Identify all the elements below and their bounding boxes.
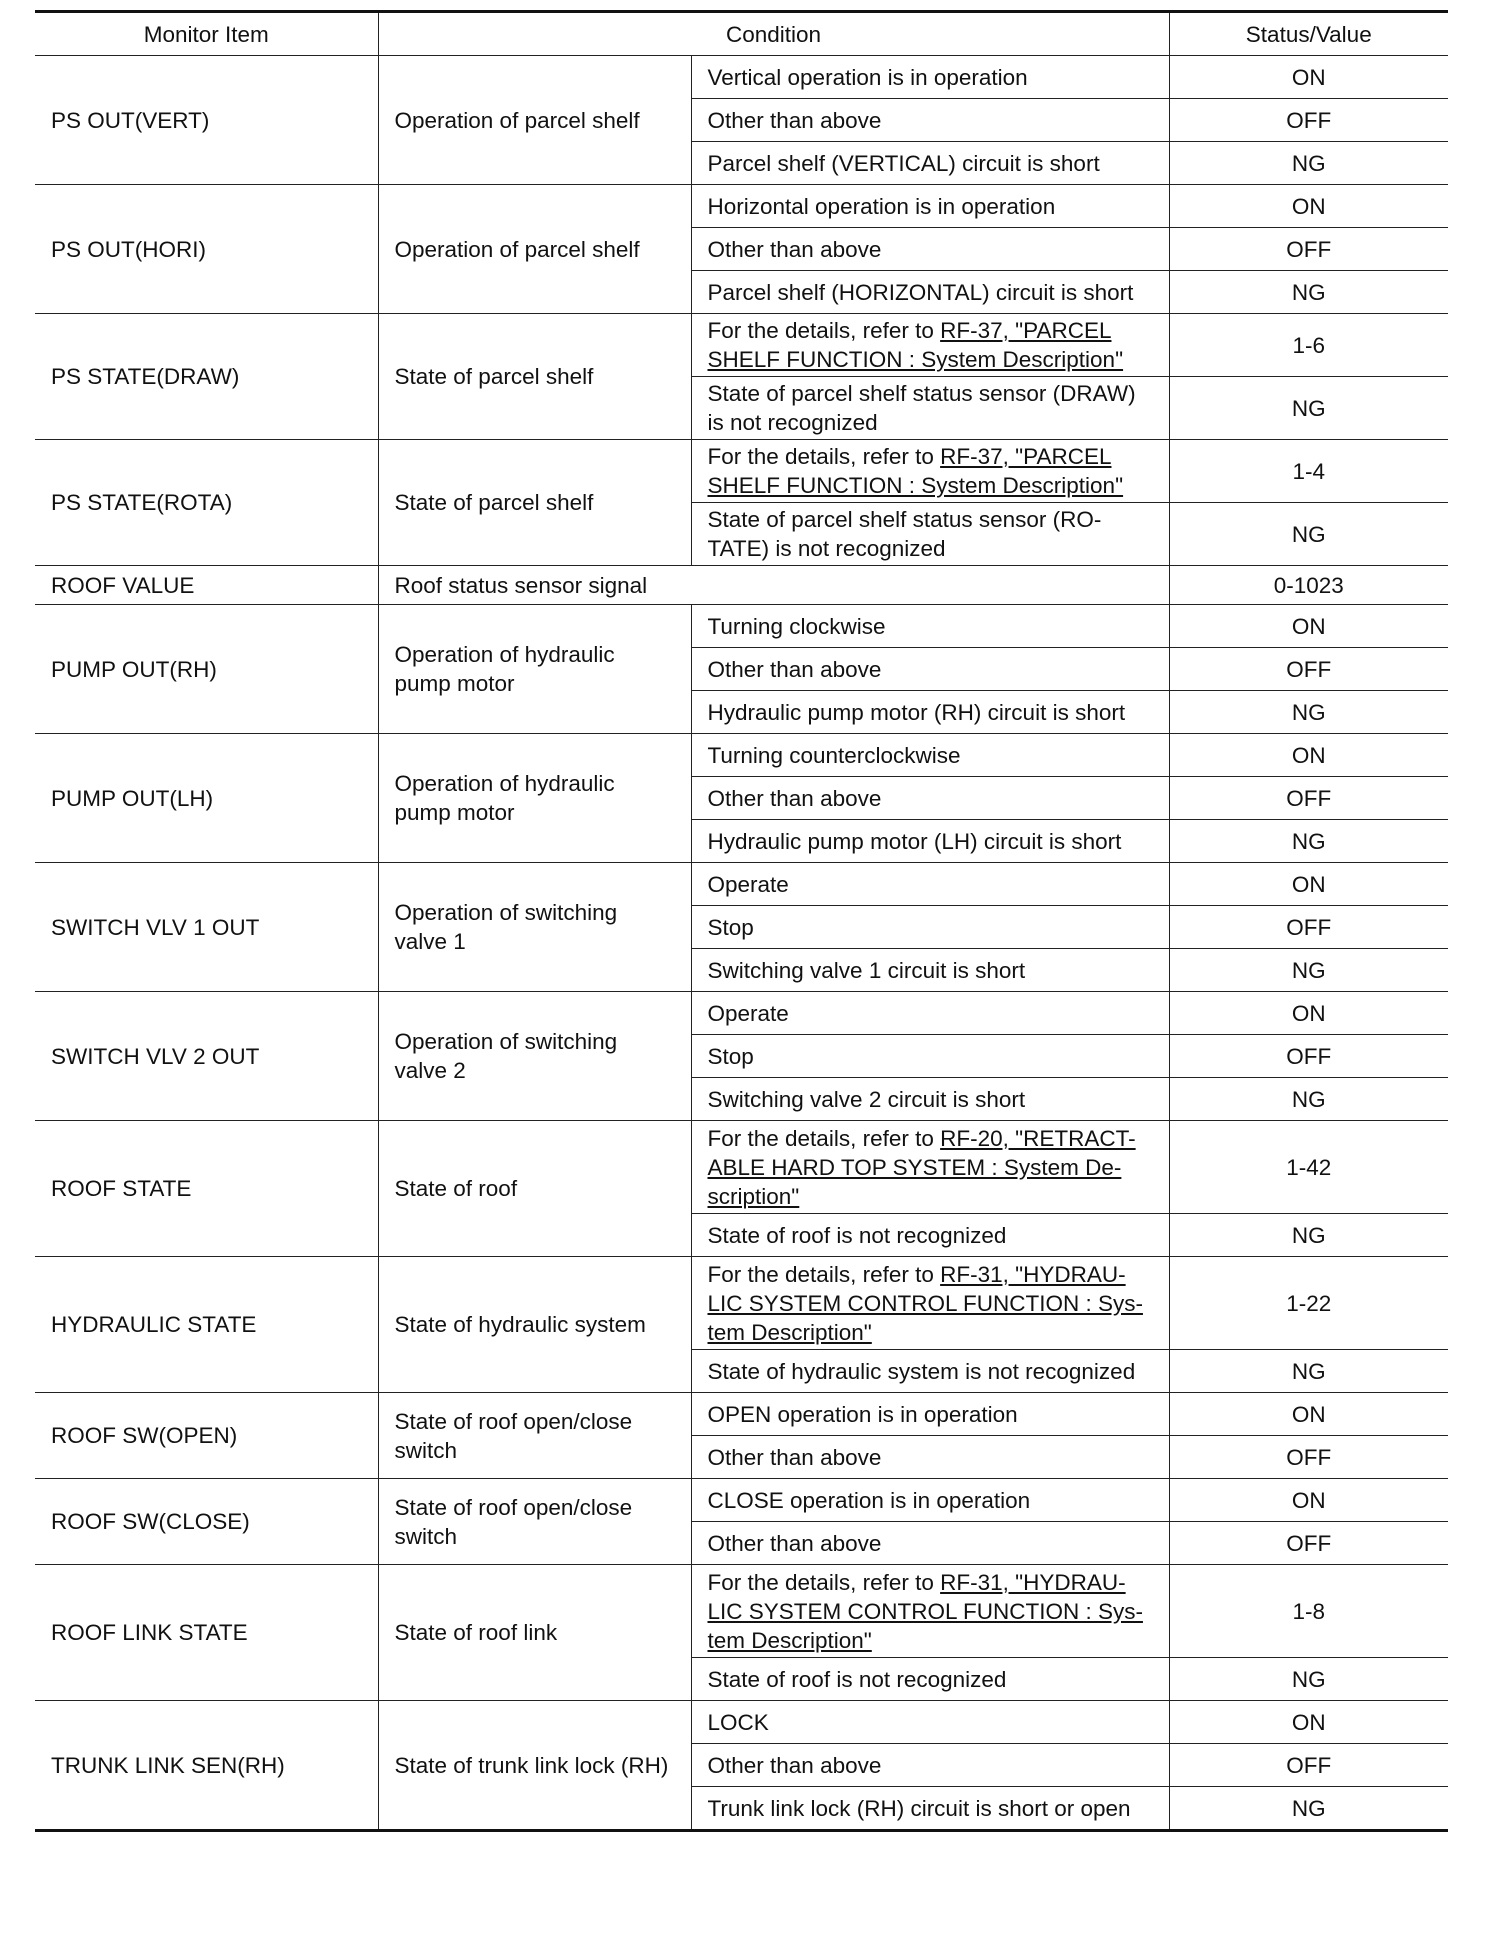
status-value: 0-1023 <box>1169 566 1448 605</box>
status-value: 1-42 <box>1169 1121 1448 1214</box>
sub-condition: Parcel shelf (HORIZONTAL) circuit is short <box>691 271 1169 314</box>
status-value: NG <box>1169 142 1448 185</box>
monitor-table <box>35 10 1448 1832</box>
condition: State of roof <box>378 1121 691 1257</box>
condition: State of roof link <box>378 1565 691 1701</box>
condition: State of hydraulic system <box>378 1257 691 1393</box>
table-row <box>35 566 1448 605</box>
sub-condition: State of roof is not recognized <box>691 1658 1169 1701</box>
monitor-item: HYDRAULIC STATE <box>35 1257 378 1393</box>
status-value: 1-8 <box>1169 1565 1448 1658</box>
condition: Operation of parcel shelf <box>378 56 691 185</box>
monitor-item: TRUNK LINK SEN(RH) <box>35 1701 378 1831</box>
sub-condition <box>691 1257 1169 1350</box>
sub-condition <box>691 314 1169 377</box>
monitor-item: ROOF STATE <box>35 1121 378 1257</box>
monitor-item: PS STATE(ROTA) <box>35 440 378 566</box>
condition: Operation of switching valve 1 <box>378 863 691 992</box>
monitor-item-document <box>35 10 1448 1832</box>
status-value: NG <box>1169 691 1448 734</box>
header-condition: Condition <box>378 12 1169 56</box>
monitor-item: PUMP OUT(RH) <box>35 605 378 734</box>
condition: State of parcel shelf <box>378 440 691 566</box>
sub-condition: Other than above <box>691 648 1169 691</box>
status-value: NG <box>1169 949 1448 992</box>
status-value: NG <box>1169 271 1448 314</box>
status-value: NG <box>1169 1078 1448 1121</box>
reference-link[interactable]: RF-37, "PARCEL SHELF FUNCTION : System Description" <box>707 318 1124 372</box>
table-row <box>35 992 1448 1035</box>
table-row <box>35 1479 1448 1522</box>
header-row <box>35 12 1448 56</box>
status-value: NG <box>1169 503 1448 566</box>
table-row <box>35 185 1448 228</box>
sub-condition: State of hydraulic system is not recognized <box>691 1350 1169 1393</box>
status-value: ON <box>1169 56 1448 99</box>
sub-condition <box>691 440 1169 503</box>
sub-condition: Horizontal operation is in operation <box>691 185 1169 228</box>
table-row <box>35 1565 1448 1658</box>
monitor-item: PUMP OUT(LH) <box>35 734 378 863</box>
status-value: ON <box>1169 863 1448 906</box>
status-value: 1-6 <box>1169 314 1448 377</box>
sub-condition <box>691 1565 1169 1658</box>
sub-condition: Other than above <box>691 1522 1169 1565</box>
status-value: NG <box>1169 1658 1448 1701</box>
condition: State of parcel shelf <box>378 314 691 440</box>
table-row <box>35 1701 1448 1744</box>
condition: State of roof open/close switch <box>378 1479 691 1565</box>
table-row <box>35 605 1448 648</box>
header-monitor-item: Monitor Item <box>35 12 378 56</box>
sub-condition: Other than above <box>691 228 1169 271</box>
sub-condition: Hydraulic pump motor (LH) circuit is short <box>691 820 1169 863</box>
sub-condition: State of parcel shelf status sensor (DRAW) is not recognized <box>691 377 1169 440</box>
reference-link[interactable]: RF-37, "PARCEL SHELF FUNCTION : System Description" <box>707 444 1124 498</box>
status-value: ON <box>1169 992 1448 1035</box>
monitor-item: ROOF SW(OPEN) <box>35 1393 378 1479</box>
monitor-item: PS OUT(HORI) <box>35 185 378 314</box>
sub-condition: Switching valve 2 circuit is short <box>691 1078 1169 1121</box>
sub-condition: State of roof is not recognized <box>691 1214 1169 1257</box>
monitor-item: ROOF SW(CLOSE) <box>35 1479 378 1565</box>
table-row <box>35 863 1448 906</box>
condition: Roof status sensor signal <box>378 566 1169 605</box>
sub-condition: LOCK <box>691 1701 1169 1744</box>
status-value: OFF <box>1169 648 1448 691</box>
sub-condition: Vertical operation is in operation <box>691 56 1169 99</box>
sub-condition: Operate <box>691 992 1169 1035</box>
status-value: ON <box>1169 605 1448 648</box>
reference-link[interactable]: RF-20, "RETRACT-ABLE HARD TOP SYSTEM : System De-scription" <box>707 1125 1136 1209</box>
sub-condition: CLOSE operation is in operation <box>691 1479 1169 1522</box>
sub-condition: Other than above <box>691 1744 1169 1787</box>
sub-condition: OPEN operation is in operation <box>691 1393 1169 1436</box>
table-row <box>35 314 1448 377</box>
status-value: ON <box>1169 734 1448 777</box>
sub-condition: Stop <box>691 1035 1169 1078</box>
status-value: ON <box>1169 1393 1448 1436</box>
table-row <box>35 1121 1448 1214</box>
condition: State of trunk link lock (RH) <box>378 1701 691 1831</box>
monitor-item: ROOF VALUE <box>35 566 378 605</box>
status-value: OFF <box>1169 1522 1448 1565</box>
monitor-item: ROOF LINK STATE <box>35 1565 378 1701</box>
sub-condition: Switching valve 1 circuit is short <box>691 949 1169 992</box>
sub-condition: Operate <box>691 863 1169 906</box>
sub-condition: Hydraulic pump motor (RH) circuit is short <box>691 691 1169 734</box>
monitor-item: SWITCH VLV 2 OUT <box>35 992 378 1121</box>
sub-condition: Trunk link lock (RH) circuit is short or open <box>691 1787 1169 1831</box>
status-value: OFF <box>1169 99 1448 142</box>
ref-prefix: For the details, refer to <box>707 1125 941 1151</box>
status-value: OFF <box>1169 777 1448 820</box>
sub-condition: Other than above <box>691 777 1169 820</box>
status-value: OFF <box>1169 1436 1448 1479</box>
status-value: ON <box>1169 185 1448 228</box>
table-row <box>35 1393 1448 1436</box>
sub-condition: Parcel shelf (VERTICAL) circuit is short <box>691 142 1169 185</box>
status-value: NG <box>1169 1214 1448 1257</box>
ref-prefix: For the details, refer to <box>707 444 941 469</box>
condition: Operation of parcel shelf <box>378 185 691 314</box>
sub-condition <box>691 1121 1169 1214</box>
status-value: NG <box>1169 820 1448 863</box>
table-row <box>35 1257 1448 1350</box>
sub-condition: Other than above <box>691 99 1169 142</box>
sub-condition: Turning clockwise <box>691 605 1169 648</box>
monitor-item: PS STATE(DRAW) <box>35 314 378 440</box>
status-value: NG <box>1169 1350 1448 1393</box>
status-value: 1-22 <box>1169 1257 1448 1350</box>
header-status-value: Status/Value <box>1169 12 1448 56</box>
sub-condition: State of parcel shelf status sensor (RO-TATE) is not recognized <box>691 503 1169 566</box>
table-row <box>35 440 1448 503</box>
condition: Operation of hydraulic pump motor <box>378 734 691 863</box>
sub-condition: Turning counterclockwise <box>691 734 1169 777</box>
status-value: OFF <box>1169 228 1448 271</box>
ref-prefix: For the details, refer to <box>707 318 941 343</box>
ref-prefix: For the details, refer to <box>707 1569 941 1595</box>
status-value: ON <box>1169 1701 1448 1744</box>
reference-link[interactable]: RF-31, "HYDRAU-LIC SYSTEM CONTROL FUNCTION : Sys-tem Description" <box>707 1261 1143 1345</box>
status-value: OFF <box>1169 906 1448 949</box>
condition: State of roof open/close switch <box>378 1393 691 1479</box>
status-value: NG <box>1169 377 1448 440</box>
monitor-item: PS OUT(VERT) <box>35 56 378 185</box>
condition: Operation of switching valve 2 <box>378 992 691 1121</box>
table-row <box>35 56 1448 99</box>
table-row <box>35 734 1448 777</box>
condition: Operation of hydraulic pump motor <box>378 605 691 734</box>
sub-condition: Stop <box>691 906 1169 949</box>
ref-prefix: For the details, refer to <box>707 1261 941 1287</box>
sub-condition: Other than above <box>691 1436 1169 1479</box>
reference-link[interactable]: RF-31, "HYDRAU-LIC SYSTEM CONTROL FUNCTION : Sys-tem Description" <box>707 1569 1143 1653</box>
status-value: OFF <box>1169 1035 1448 1078</box>
status-value: 1-4 <box>1169 440 1448 503</box>
monitor-item: SWITCH VLV 1 OUT <box>35 863 378 992</box>
status-value: ON <box>1169 1479 1448 1522</box>
status-value: NG <box>1169 1787 1448 1831</box>
status-value: OFF <box>1169 1744 1448 1787</box>
